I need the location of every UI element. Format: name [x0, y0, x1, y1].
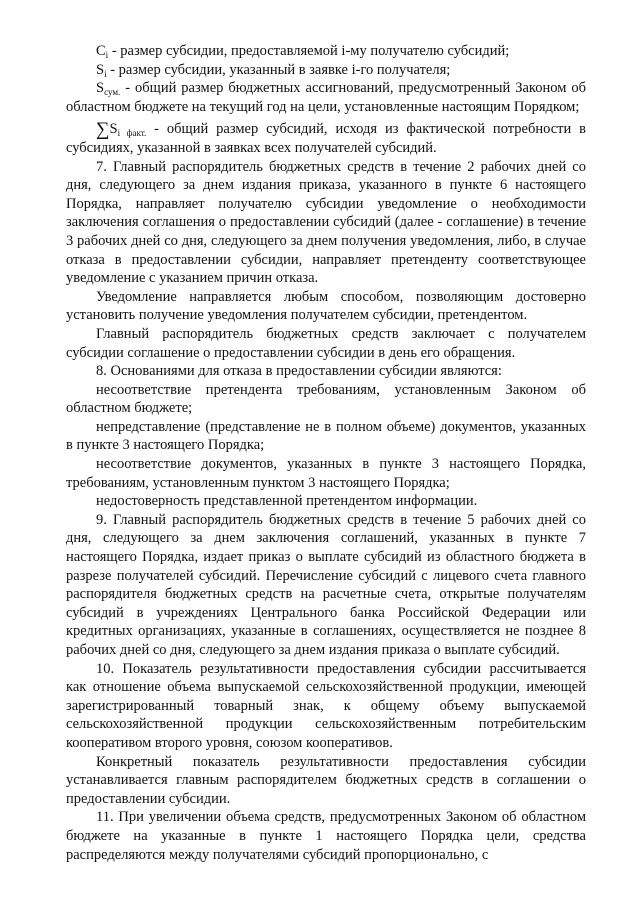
paragraph-7-agreement: Главный распорядитель бюджетных средств заключает с получателем субсидии соглашение о предоставлении субсидии в день его обращения. — [66, 325, 586, 361]
paragraph-8-item: несоответствие претендента требованиям, установленным Законом об областном бюджете; — [66, 381, 586, 417]
symbol: S — [109, 121, 118, 138]
subscript: i факт. — [117, 128, 147, 139]
definition-text: - общий размер бюджетных ассигнований, предусмотренный Законом об областном бюджете на текущий год на цели, установленные настоящим Порядком; — [66, 80, 586, 115]
paragraph-8: 8. Основаниями для отказа в предоставлении субсидии являются: — [96, 363, 502, 380]
paragraph-10: 10. Показатель результативности предоставления субсидии рассчитывается как отношение объема выпускаемой сельскохозяйственной продукции, имеющей зарегистрированный товарный знак, к общему объему выпускаемой сельскохозяйственной продукции сельскохозяйственным потребительским кооперативом второго уровня, союзом кооперативов. — [66, 660, 586, 751]
paragraph-11: 11. При увеличении объема средств, предусмотренных Законом об областном бюджете на указанные в пункте 1 настоящего Порядка цели, средства распределяются между получателями субсидий пропорционально, с — [66, 809, 586, 863]
subscript: i — [104, 68, 107, 79]
definition-si — [66, 61, 586, 80]
paragraph-7: 7. Главный распорядитель бюджетных средств в течение 2 рабочих дней со дня, следующего за днем издания приказа, указанного в пункте 6 настоящего Порядка, направляет получателю субсидии уведомление о необходимости заключения соглашения о предоставлении субсидий (далее - соглашение) в течение 3 рабочих дней со дня, следующего за днем получения уведомления, либо, в случае отказа в предоставлении субсидии, направляет претенденту соответствующее уведомление с указанием причин отказа. — [66, 158, 586, 287]
subscript: i — [105, 50, 109, 60]
paragraph-8-item: непредставление (представление не в полном объеме) документов, указанных в пункте 3 настоящего Порядка; — [66, 418, 586, 454]
symbol: S — [96, 61, 105, 78]
definition-text: - размер субсидии, указанный в заявке i-го получателя; — [106, 61, 451, 78]
definition-ci — [66, 42, 586, 61]
definition-sum-fact — [66, 120, 586, 157]
definition-ssum — [66, 79, 586, 116]
paragraph-8-item: несоответствие документов, указанных в пункте 3 настоящего Порядка, требованиям, установленным пунктом 3 настоящего Порядка; — [66, 456, 586, 491]
symbol: C — [96, 43, 106, 59]
definition-text: - общий размер субсидий, исходя из фактической потребности в субсидиях, указанной в заявках всех получателей субсидий. — [66, 121, 586, 156]
paragraph-9: 9. Главный распорядитель бюджетных средств в течение 5 рабочих дней со дня, следующего за днем заключения соглашений, указанных в пункте 7 настоящего Порядка, издает приказ о выплате субсидий из областного бюджета в разрезе получателей субсидий. Перечисление субсидий с лицевого счета главного распорядителя бюджетных средств на расчетные счета, открытые получателям субсидий в учреждениях Центрального банка Российской Федерации или кредитных организациях, указанные в соглашениях, осуществляется не позднее 8 рабочих дней со дня, следующего за днем издания приказа о выплате субсидий. — [66, 511, 586, 658]
definition-text: - размер субсидии, предоставляемой i-му получателю субсидий; — [108, 43, 510, 59]
symbol: S — [96, 80, 105, 97]
paragraph-8-item: недостоверность представленной претендентом информации. — [96, 493, 478, 510]
subscript: сум. — [104, 87, 121, 98]
sum-symbol: ∑ — [96, 119, 110, 141]
paragraph-10-indicator: Конкретный показатель результативности предоставления субсидии устанавливается главным распорядителем бюджетных средств в соглашении о предоставлении субсидии. — [66, 753, 586, 807]
document-body — [66, 42, 586, 864]
paragraph-7-notice: Уведомление направляется любым способом, позволяющим достоверно установить получение уведомления получателем субсидии, претендентом. — [66, 288, 586, 324]
